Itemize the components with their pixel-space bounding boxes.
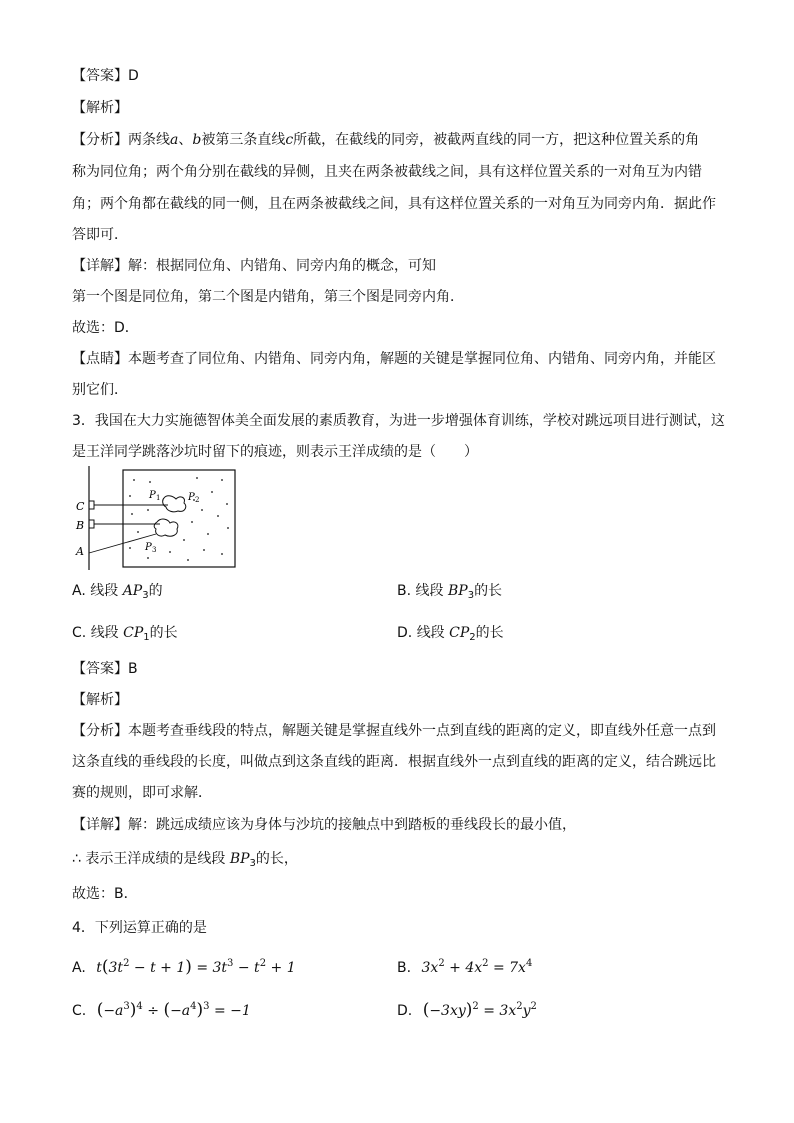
footprint-lower: [154, 519, 178, 536]
label-b: B: [76, 519, 85, 532]
q3-stem-line-2: 是王洋同学跳落沙坑时留下的痕迹，则表示王洋成绩的是（ ）: [72, 444, 478, 460]
q3-xiangjie-line-1: 【详解】解：跳远成绩应该为身体与沙坑的接触点中到踏板的垂线段长的最小值，: [72, 817, 576, 833]
marker-b: [89, 520, 94, 528]
long-jump-figure: [72, 466, 242, 570]
q2-xiangjie-line-1: 【详解】解：根据同位角、内错角、同旁内角的概念，可知: [72, 258, 436, 274]
q3-option-d: D. 线段 $CP_2$的长: [397, 625, 504, 643]
q2-analysis-label: 【解析】: [72, 100, 128, 116]
q2-fenxi-line-2: 称为同位角；两个角分别在截线的异侧，且夹在两条被截线之间，具有这样位置关系的一对角互为内错: [72, 164, 702, 180]
q2-fenxi-line-4: 答即可．: [72, 227, 128, 243]
q3-option-c: C. 线段 $CP_1$的长: [72, 625, 178, 643]
q2-xiangjie-line-3: 故选：D．: [72, 320, 139, 336]
label-c: C: [76, 500, 85, 513]
label-p1-sub: 1: [156, 494, 161, 502]
label-a: A: [76, 545, 84, 558]
q4-stem: 4．下列运算正确的是: [72, 920, 207, 936]
label-p3: P: [145, 542, 152, 553]
q3-fenxi-line-1: 【分析】本题考查垂线段的特点，解题关键是掌握直线外一点到直线的距离的定义，即直线外任意一点到: [72, 723, 716, 739]
q3-answer: 【答案】B: [72, 661, 138, 677]
q4-option-d: D. $(-3xy)^2 = 3x^2y^2$: [397, 1000, 537, 1020]
label-p2: P: [188, 492, 195, 503]
q3-xiangjie-line-3: 故选：B．: [72, 886, 138, 902]
q2-dianjing-line-1: 【点睛】本题考查了同位角、内错角、同旁内角，解题的关键是掌握同位角、内错角、同旁内角，并能区: [72, 351, 716, 367]
q4-option-b: B. $3x^2 + 4x^2 = 7x^4$: [397, 958, 533, 976]
label-p1: P: [149, 490, 156, 501]
marker-c: [89, 501, 94, 509]
q3-option-a: A. 线段 $AP_3$的: [72, 583, 163, 601]
q4-option-c: C. $(-a^3)^4 \div (-a^4)^3 = -1$: [72, 1000, 251, 1020]
q2-fenxi-line-1: 【分析】两条线a、b被第三条直线c所截，在截线的同旁，被截两直线的同一方，把这种位置关系的角: [72, 132, 700, 148]
label-p2-sub: 2: [195, 496, 200, 504]
q3-analysis-label: 【解析】: [72, 692, 128, 708]
q3-stem-line-1: 3．我国在大力实施德智体美全面发展的素质教育，为进一步增强体育训练，学校对跳远项目进行测试，这: [72, 413, 725, 429]
q2-xiangjie-line-2: 第一个图是同位角，第二个图是内错角，第三个图是同旁内角．: [72, 289, 464, 305]
sand-pit: [123, 470, 235, 567]
label-p3-sub: 3: [152, 546, 157, 554]
q3-fenxi-line-2: 这条直线的垂线段的长度，叫做点到这条直线的距离．根据直线外一点到直线的距离的定义，结合跳远比: [72, 754, 716, 770]
q2-dianjing-line-2: 别它们．: [72, 382, 128, 398]
q2-fenxi-line-3: 角；两个角都在截线的同一侧，且在两条被截线之间，具有这样位置关系的一对角互为同旁内角．据此作: [72, 196, 716, 212]
footprint-upper: [163, 496, 186, 512]
q2-answer: 【答案】D: [72, 68, 139, 84]
q3-xiangjie-line-2: ∴ 表示王洋成绩的是线段 $BP_3$的长，: [72, 851, 298, 869]
q3-option-b: B. 线段 $BP_3$的长: [397, 583, 503, 601]
q3-fenxi-line-3: 赛的规则，即可求解．: [72, 785, 212, 801]
q4-option-a: A. $t(3t^2 - t + 1) = 3t^3 - t^2 + 1$: [72, 957, 296, 977]
